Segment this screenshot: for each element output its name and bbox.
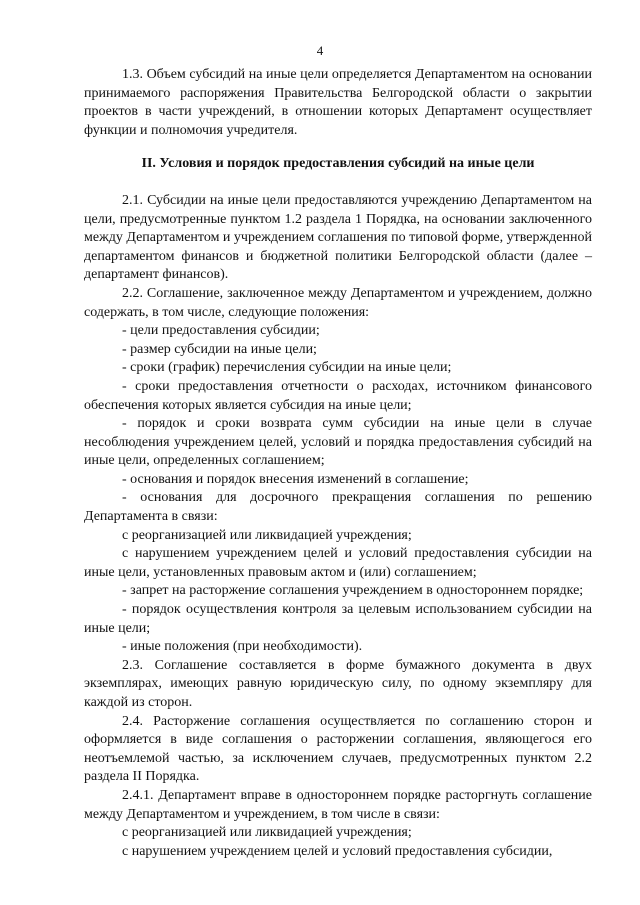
list-item: с нарушением учреждением целей и условий предоставления субсидии, xyxy=(122,843,553,859)
list-item: с нарушением учреждением целей и условий предоставления субсидии на иные цели, установленных правовым актом и (или) соглашением; xyxy=(84,546,592,580)
list-item: - цели предоставления субсидии; xyxy=(122,323,320,339)
list-item: с реорганизацией или ликвидацией учреждения; xyxy=(122,527,412,543)
list-item: - запрет на расторжение соглашения учреждением в одностороннем порядке; xyxy=(122,583,584,599)
list-item: - размер субсидии на иные цели; xyxy=(122,341,317,357)
list-item: - иные положения (при необходимости). xyxy=(122,639,363,655)
paragraph-2-1: 2.1. Субсидии на иные цели предоставляются учреждению Департаментом на цели, предусмотренные пунктом 1.2 раздела 1 Порядка, на основании заключенного между Департаментом и учреждением соглашения по типовой форме, утвержденной департаментом финансов и бюджетной политики Белгородской области (далее – департамент финансов). xyxy=(84,192,592,283)
paragraph-2-4-1: 2.4.1. Департамент вправе в одностороннем порядке расторгнуть соглашение между Департаментом и учреждением, в том числе в связи: xyxy=(84,787,592,822)
list-item: - основания и порядок внесения изменений в соглашение; xyxy=(122,471,469,487)
page-number: 4 xyxy=(316,43,324,58)
paragraph-2-4: 2.4. Расторжение соглашения осуществляется по соглашению сторон и оформляется в виде соглашения о расторжении соглашения, являющегося его неотъемлемой частью, за исключением случаев, предусмотренных пунктом 2.2 раздела II Порядка. xyxy=(84,713,592,785)
paragraph-2-3: 2.3. Соглашение составляется в форме бумажного документа в двух экземплярах, имеющих равную юридическую силу, по одному экземпляру для каждой из сторон. xyxy=(84,657,592,710)
paragraph-2-2: 2.2. Соглашение, заключенное между Департаментом и учреждением, должно содержать, в том числе, следующие положения: xyxy=(84,285,592,320)
section-heading: II. Условия и порядок предоставления субсидий на иные цели xyxy=(141,156,535,172)
list-item: - порядок осуществления контроля за целевым использованием субсидии на иные цели; xyxy=(84,602,592,636)
paragraph-1-3: 1.3. Объем субсидий на иные цели определяется Департаментом на основании принимаемого распоряжения Правительства Белгородской области о закрытии проектов в части учреждений, в отношении которых Департамент осуществляет функции и полномочия учредителя. xyxy=(84,67,592,138)
list-item: - основания для досрочного прекращения соглашения по решению Департамента в связи: xyxy=(84,490,592,525)
list-item: с реорганизацией или ликвидацией учреждения; xyxy=(122,825,412,841)
list-item: - сроки (график) перечисления субсидии на иные цели; xyxy=(122,360,452,376)
document-body xyxy=(84,66,592,861)
list-item: - порядок и сроки возврата сумм субсидии на иные цели в случае несоблюдения учреждением целей, условий и порядка предоставления субсидий на иные цели, определенных соглашением; xyxy=(84,416,592,469)
list-item: - сроки предоставления отчетности о расходах, источником финансового обеспечения которых является субсидия на иные цели; xyxy=(84,378,592,413)
